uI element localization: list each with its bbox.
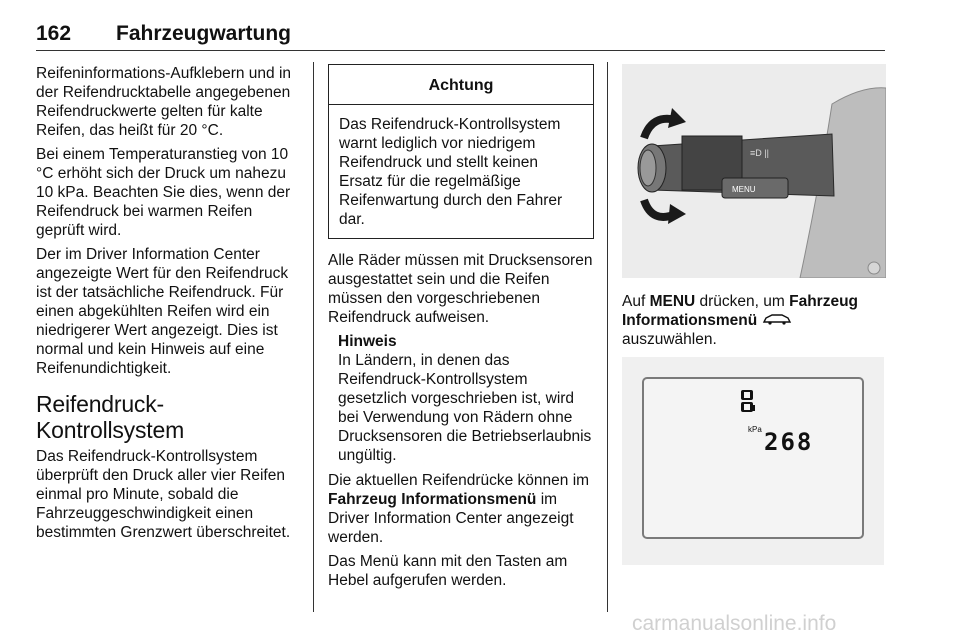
page-number: 162: [36, 22, 72, 45]
warning-box-text: Das Reifendruck-Kontrollsystem warnt lediglich vor niedrigem Reifendruck und stellt keinen Ersatz für die regelmäßige Reifenwartung durch den Fahrer dar.: [339, 116, 563, 228]
header-rule: [36, 50, 885, 51]
lever-menu-label: MENU: [732, 185, 756, 194]
column-3: [622, 64, 886, 565]
car-icon: [762, 311, 792, 330]
column-divider-2: [607, 62, 608, 612]
column-divider-1: [313, 62, 314, 612]
tire-pressure-icon: [738, 389, 758, 422]
paragraph-dic-value: Der im Driver Information Center angezeigte Wert für den Reifendruck ist der tatsächliche Reifendruck. Für einen abgekühlten Reifen wird ein niedrigerer Wert angezeigt. Dies ist normal und kein Hinweis auf eine Reifenundichtigkeit.: [36, 246, 289, 377]
warning-box-title: Achtung: [329, 65, 593, 105]
menu-name-bold: Fahrzeug Informationsmenü: [328, 491, 537, 508]
paragraph-menu-access: Das Menü kann mit den Tasten am Hebel aufgerufen werden.: [328, 553, 568, 589]
display-unit: kPa: [748, 425, 762, 435]
paragraph-tpms-intro: Das Reifendruck-Kontrollsystem überprüft den Druck aller vier Reifen einmal pro Minute, sobald die Fahrzeuggeschwindigkeit einen bestimmten Grenzwert überschreitet.: [36, 448, 291, 541]
dic-display-panel: [642, 377, 864, 539]
caption-menu-instruction: Auf MENU drücken, um Fahrzeug Informationsmenü auszuwählen.: [622, 293, 859, 349]
paragraph-cold-tires: Reifeninformations-Aufklebern und in der Reifendrucktabelle angegebenen Reifendruckwerte gelten für kalte Reifen, das heißt für 20 °C.: [36, 65, 292, 139]
hint-text: In Ländern, in denen das Reifendruck-Kontrollsystem gesetzlich vorgeschrieben ist, wird bei Verwendung von Rädern ohne Drucksensoren die Betriebserlaubnis ungültig.: [338, 352, 592, 464]
paragraph-sensors: Alle Räder müssen mit Drucksensoren ausgestattet sein und die Reifen müssen den vorgeschriebenen Reifendruck aufweisen.: [328, 252, 593, 326]
warning-box: [328, 64, 594, 239]
column-1: [36, 64, 300, 547]
display-pressure-value: 268: [764, 428, 814, 457]
lever-illustration: [622, 64, 886, 278]
hint-title: Hinweis: [338, 333, 397, 350]
hint-block: [338, 332, 594, 465]
watermark: carmanualsonline.info: [632, 612, 837, 635]
paragraph-current-pressures: Die aktuellen Reifendrücke können im Fahrzeug Informationsmenü im Driver Information Center angezeigt werden.: [328, 472, 590, 546]
svg-text:≡D ||: ≡D ||: [750, 148, 769, 158]
section-heading: Reifendruck-Kontrollsystem: [36, 391, 185, 443]
column-2: [328, 64, 594, 595]
page-header: [36, 22, 886, 52]
page-title: Fahrzeugwartung: [116, 22, 292, 45]
dic-display-illustration: [622, 357, 884, 565]
paragraph-temperature: Bei einem Temperaturanstieg von 10 °C erhöht sich der Druck um nahezu 10 kPa. Beachten Sie dies, wenn der Reifendruck bei warmen Reifen geprüft wird.: [36, 146, 291, 239]
